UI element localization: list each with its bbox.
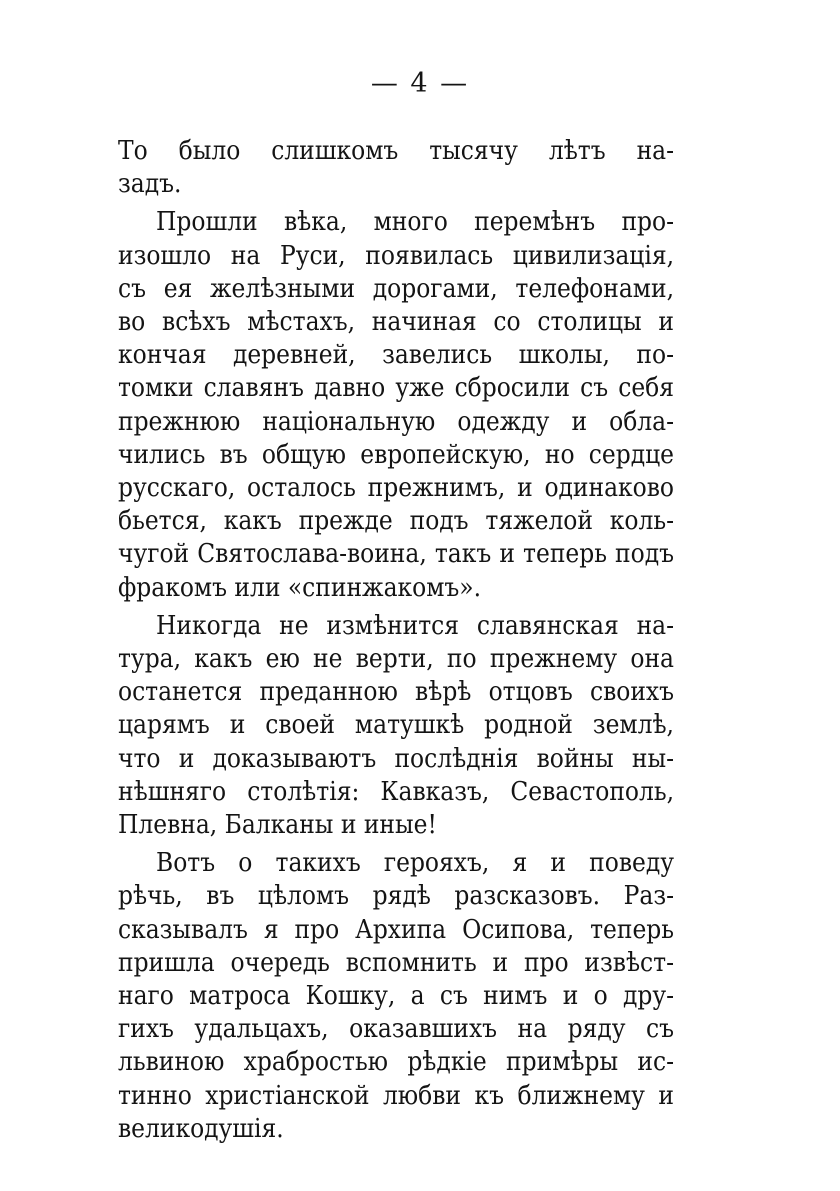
text-line: фракомъ или «спинжакомъ». <box>118 572 482 603</box>
text-line: Прошли вѣка, много перемѣнъ про- <box>156 207 674 238</box>
text-line: тура, какъ ею не верти, по прежнему она <box>118 644 674 675</box>
text-line: русскаго, осталось прежнимъ, и одинаково <box>118 473 674 504</box>
text-line: что и доказываютъ послѣднія войны ны- <box>118 743 674 774</box>
text-line: То было слишкомъ тысячу лѣтъ на- <box>118 136 674 166</box>
text-line: прежнюю національную одежду и обла- <box>118 406 674 437</box>
text-line: бьется, какъ прежде подъ тяжелой коль- <box>118 506 674 537</box>
text-line: тинно христіанской любви къ ближнему и <box>118 1080 674 1111</box>
text-line: задъ. <box>118 169 182 200</box>
paragraph <box>118 206 674 604</box>
text-line: нѣшняго столѣтія: Кавказъ, Севастополь, <box>118 776 674 807</box>
text-line: львиною храбростью рѣдкіе примѣры ис- <box>118 1047 674 1078</box>
text-line: гихъ удальцахъ, оказавшихъ на ряду съ <box>118 1014 674 1045</box>
text-line: великодушія. <box>118 1113 284 1144</box>
text-line: Плевна, Балканы и иные! <box>118 810 437 841</box>
text-line: останется преданною вѣрѣ отцовъ своихъ <box>118 677 674 708</box>
text-line: во всѣхъ мѣстахъ, начиная со столицы и <box>118 307 674 338</box>
text-line: чугой Святослава-воина, такъ и теперь подъ <box>118 539 674 570</box>
text-line: кончая деревней, завелись школы, по- <box>118 340 674 371</box>
text-line: съ ея желѣзными дорогами, телефонами, <box>118 273 674 304</box>
paragraph <box>118 610 674 842</box>
text-line: томки славянъ давно уже сбросили съ себя <box>118 373 674 404</box>
text-line: Вотъ о такихъ герояхъ, я и поведу <box>156 848 674 879</box>
text-line: рѣчь, въ цѣломъ рядѣ разсказовъ. Раз- <box>118 881 674 912</box>
text-line: наго матроса Кошку, а съ нимъ и о дру- <box>118 981 674 1012</box>
paragraph <box>118 847 674 1146</box>
text-line: чились въ общую европейскую, но сердце <box>118 439 674 470</box>
body-text <box>118 135 674 1146</box>
page-number-header: — 4 — <box>370 68 470 99</box>
text-line: изошло на Руси, появилась цивилизація, <box>118 240 674 271</box>
paragraph <box>118 135 674 201</box>
text-line: сказывалъ я про Архипа Осипова, теперь <box>118 914 674 945</box>
text-line: Никогда не измѣнится славянская на- <box>156 610 674 641</box>
text-line: царямъ и своей матушкѣ родной землѣ, <box>118 710 674 741</box>
text-line: пришла очередь вспомнить и про извѣст- <box>118 947 674 978</box>
